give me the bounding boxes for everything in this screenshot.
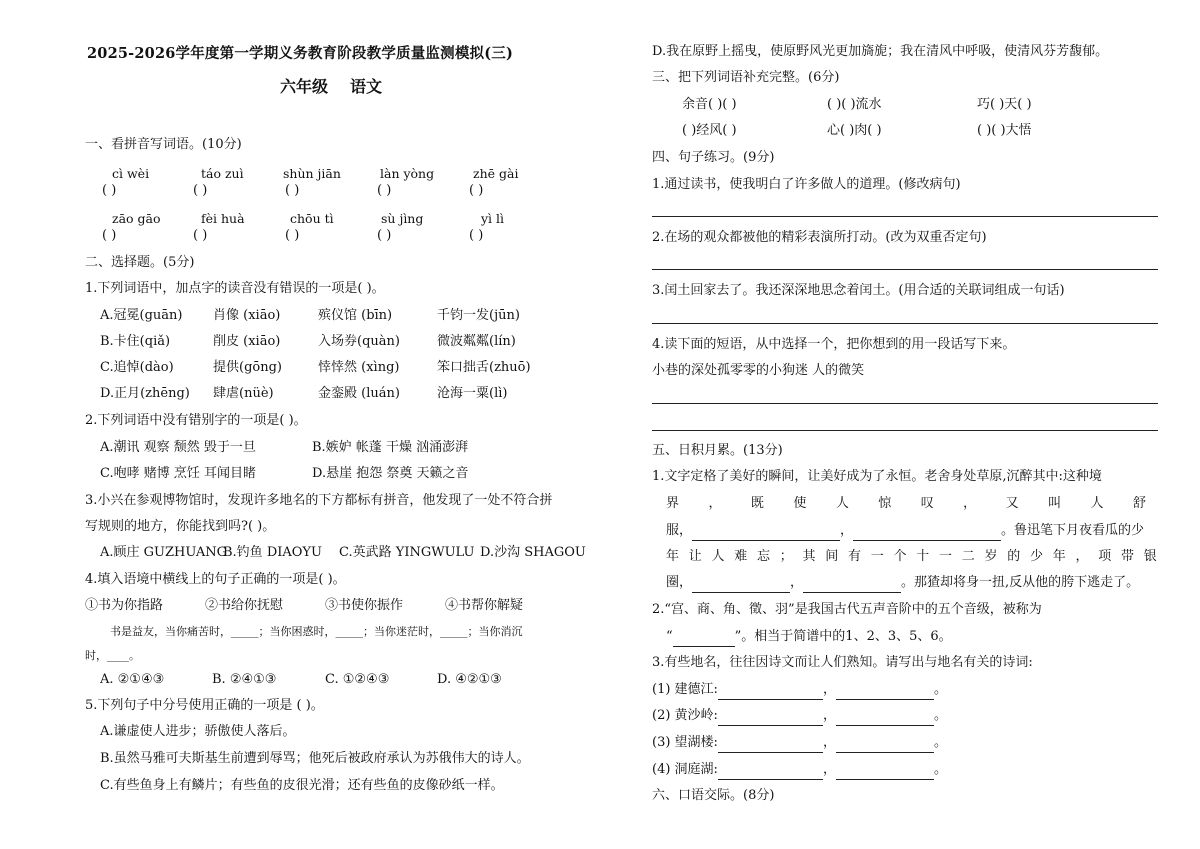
option-cell: 提供(gōng) <box>213 360 282 375</box>
poem-item: (4) 洞庭湖: ， 。 <box>652 760 947 780</box>
char: 银 <box>1143 549 1157 564</box>
question-2-3-cont: 写规则的地方，你能找到吗?( )。 <box>85 519 276 534</box>
char: 有 <box>848 549 862 564</box>
char: 间 <box>825 549 839 564</box>
question-2-5: 5.下列句子中分号使用正确的一项是 ( )。 <box>85 698 324 713</box>
option-cell: B. ②④①③ <box>212 672 277 687</box>
poem-item: (2) 黄沙岭: ， 。 <box>652 706 947 726</box>
pinyin: làn yòng <box>380 166 435 181</box>
question-2-4: 4.填入语境中横线上的句子正确的一项是( )。 <box>85 572 346 587</box>
option-cell: B.钓鱼 DIAOYU <box>223 545 322 560</box>
char: 的 <box>1007 549 1021 564</box>
pinyin: cì wèi <box>112 166 150 181</box>
option-cell: A.谦虚使人进步；骄傲使人落后。 <box>100 724 296 739</box>
context-passage-cont: 时，____。 <box>85 649 140 662</box>
option-cell: B.虽然马雅可夫斯基生前遭到辱骂；他死后被政府承认为苏俄伟大的诗人。 <box>100 751 530 766</box>
option-cell: 千钧一发(jūn) <box>437 308 520 323</box>
section-2-heading: 二、选择题。(5分) <box>85 255 195 270</box>
char: 人 <box>1090 496 1104 511</box>
option-cell: 肆虐(nüè) <box>213 386 274 401</box>
pinyin: chōu tì <box>290 211 334 226</box>
option-cell: 悻悻然 (xìng) <box>318 360 400 375</box>
option-cell: C.英武路 YINGWULU <box>339 545 475 560</box>
grade-label: 六年级 <box>280 77 329 96</box>
question-5-1-cont2 <box>666 547 1157 567</box>
question-4-3: 3.闰土回家去了。我还深深地思念着闰土。(用合适的关联词组成一句话) <box>652 283 1065 298</box>
fill-blank[interactable] <box>718 711 823 726</box>
idiom-fill[interactable]: ( )经风( ) <box>682 123 737 138</box>
answer-line[interactable] <box>652 403 1158 404</box>
poem-item: (1) 建德江: ， 。 <box>652 680 947 700</box>
pinyin: zāo gāo <box>112 211 161 226</box>
char: 舒 <box>1132 496 1146 511</box>
answer-bracket[interactable]: ( ) <box>102 183 117 198</box>
char: 又 <box>1005 496 1019 511</box>
option-cell: 殡仪馆 (bīn) <box>318 308 393 323</box>
option-cell: D. ④②①③ <box>437 672 502 687</box>
option-cell: ④书帮你解疑 <box>445 598 524 613</box>
idiom-fill[interactable]: ( )( )流水 <box>827 97 882 112</box>
answer-bracket[interactable]: ( ) <box>193 183 208 198</box>
fill-blank[interactable] <box>803 578 901 593</box>
option-cell: D.沙沟 SHAGOU <box>480 545 586 560</box>
fill-blank[interactable] <box>718 738 823 753</box>
section-3-heading: 三、把下列词语补充完整。(6分) <box>652 70 840 85</box>
option-cell: 入场券(quàn) <box>318 334 400 349</box>
char: 其 <box>802 549 816 564</box>
fill-blank[interactable] <box>836 711 934 726</box>
option-cell: A. ②①④③ <box>100 672 165 687</box>
question-5-1-blanks: 服， ， 。鲁迅笔下月夜看瓜的少 <box>666 521 1144 541</box>
option-cell: A.潮讯 观察 颓然 毁于一旦 <box>100 440 256 455</box>
fill-blank[interactable] <box>692 578 790 593</box>
option-cell: ③书使你振作 <box>325 598 404 613</box>
answer-bracket[interactable]: ( ) <box>285 228 300 243</box>
question-4-4: 4.读下面的短语，从中选择一个，把你想到的用一段话写下来。 <box>652 337 1016 352</box>
section-6-heading: 六、口语交际。(8分) <box>652 788 775 803</box>
char: ； <box>779 549 793 564</box>
char: 让 <box>688 549 702 564</box>
option-cell: B.卡住(qiǎ) <box>100 334 171 349</box>
pinyin: yì lì <box>481 211 505 226</box>
answer-line[interactable] <box>652 430 1158 431</box>
fill-blank[interactable] <box>853 526 1001 541</box>
idiom-fill[interactable]: 余音( )( ) <box>682 97 737 112</box>
question-5-2: 2.“宫、商、角、徵、羽”是我国古代五声音阶中的五个音级，被称为 <box>652 602 1042 617</box>
pinyin: sù jìng <box>381 211 424 226</box>
char: 界 <box>666 496 680 511</box>
char: 惊 <box>878 496 892 511</box>
idiom-fill[interactable]: ( )( )大悟 <box>977 123 1032 138</box>
pinyin: shùn jiān <box>283 166 341 181</box>
option-cell: 微波粼粼(lín) <box>437 334 516 349</box>
char: ， <box>963 496 977 511</box>
answer-bracket[interactable]: ( ) <box>193 228 208 243</box>
option-cell: 金銮殿 (luán) <box>318 386 400 401</box>
option-cell: 肖像 (xiāo) <box>213 308 281 323</box>
option-cell: ①书为你指路 <box>85 598 164 613</box>
option-cell: A.冠冕(guān) <box>100 308 183 323</box>
poem-item: (3) 望湖楼: ， 。 <box>652 733 947 753</box>
answer-bracket[interactable]: ( ) <box>469 228 484 243</box>
char: 少 <box>1030 549 1044 564</box>
idiom-fill[interactable]: 巧( )天( ) <box>977 97 1032 112</box>
answer-bracket[interactable]: ( ) <box>102 228 117 243</box>
char: 使 <box>793 496 807 511</box>
pinyin: táo zuì <box>201 166 244 181</box>
answer-bracket[interactable]: ( ) <box>377 228 392 243</box>
phrase-list: 小巷的深处孤零零的小狗迷 人的微笑 <box>652 363 865 378</box>
fill-blank[interactable] <box>673 632 735 647</box>
exam-title: 2025-2026学年度第一学期义务教育阶段教学质量监测模拟(三) <box>87 45 514 62</box>
fill-blank[interactable] <box>836 738 934 753</box>
section-4-heading: 四、句子练习。(9分) <box>652 150 775 165</box>
char: 项 <box>1098 549 1112 564</box>
option-cell: ②书给你抚慰 <box>205 598 284 613</box>
question-5-1-blanks2: 圈， ， 。那猹却将身一扭,反从他的胯下逃走了。 <box>666 573 1139 593</box>
question-5-1: 1.文字定格了美好的瞬间，让美好成为了永恒。老舍身处草原,沉醉其中:这种境 <box>652 469 1102 484</box>
char: 二 <box>961 549 975 564</box>
char: 一 <box>870 549 884 564</box>
answer-line[interactable] <box>652 216 1158 217</box>
option-cell: D.正月(zhēng) <box>100 386 190 401</box>
option-cell: D.我在原野上摇曳，使原野风光更加旖旎；我在清风中呼吸，使清风芬芳馥郁。 <box>652 44 1109 59</box>
idiom-fill[interactable]: 心( )肉( ) <box>827 123 882 138</box>
option-cell: A.顾庄 GUZHUANG <box>100 545 228 560</box>
char: 人 <box>835 496 849 511</box>
char: 岁 <box>984 549 998 564</box>
question-2-2: 2.下列词语中没有错别字的一项是( )。 <box>85 413 307 428</box>
char: 年 <box>1052 549 1066 564</box>
option-cell: D.悬崖 抱怨 祭奠 天籁之音 <box>312 466 469 481</box>
answer-bracket[interactable]: ( ) <box>377 183 392 198</box>
char: ， <box>708 496 722 511</box>
char: 十 <box>916 549 930 564</box>
char: 年 <box>666 549 680 564</box>
option-cell: 笨口拙舌(zhuō) <box>437 360 531 375</box>
question-2-3: 3.小兴在参观博物馆时，发现许多地名的下方都标有拼音，他发现了一处不符合拼 <box>85 493 553 508</box>
answer-line[interactable] <box>652 323 1158 324</box>
option-cell: 削皮 (xiāo) <box>213 334 281 349</box>
char: 一 <box>939 549 953 564</box>
section-1-heading: 一、看拼音写词语。(10分) <box>85 137 242 152</box>
question-4-1: 1.通过读书，使我明白了许多做人的道理。(修改病句) <box>652 177 961 192</box>
fill-blank[interactable] <box>718 765 823 780</box>
char: ， <box>1075 549 1089 564</box>
section-5-heading: 五、日积月累。(13分) <box>652 443 783 458</box>
question-5-3: 3.有些地名，往往因诗文而让人们熟知。请写出与地名有关的诗词: <box>652 655 1033 670</box>
answer-line[interactable] <box>652 269 1158 270</box>
pinyin: fèi huà <box>201 211 245 226</box>
char: 忘 <box>757 549 771 564</box>
fill-blank[interactable] <box>692 526 840 541</box>
option-cell: C.有些鱼身上有鳞片；有些鱼的皮很光滑；还有些鱼的皮像砂纸一样。 <box>100 778 504 793</box>
char: 个 <box>893 549 907 564</box>
option-cell: C.咆哮 赌博 烹饪 耳闻目睹 <box>100 466 257 481</box>
question-2-1: 1.下列词语中，加点字的读音没有错误的一项是( )。 <box>85 281 385 296</box>
fill-blank[interactable] <box>836 765 934 780</box>
fill-blank[interactable] <box>718 685 823 700</box>
answer-bracket[interactable]: ( ) <box>469 183 484 198</box>
char: 难 <box>734 549 748 564</box>
question-5-2-cont: “ ”。相当于简谱中的1、2、3、5、6。 <box>666 627 952 647</box>
option-cell: 沧海一粟(lì) <box>437 386 508 401</box>
answer-bracket[interactable]: ( ) <box>285 183 300 198</box>
fill-blank[interactable] <box>836 685 934 700</box>
char: 叫 <box>1048 496 1062 511</box>
char: 人 <box>711 549 725 564</box>
question-5-1-cont <box>666 494 1146 514</box>
char: 带 <box>1121 549 1135 564</box>
subject-label: 语文 <box>350 77 383 96</box>
option-cell: C. ①②④③ <box>325 672 390 687</box>
pinyin: zhē gài <box>473 166 519 181</box>
question-4-2: 2.在场的观众都被他的精彩表演所打动。(改为双重否定句) <box>652 230 987 245</box>
char: 叹 <box>920 496 934 511</box>
char: 既 <box>750 496 764 511</box>
option-cell: C.追悼(dào) <box>100 360 174 375</box>
context-passage: 书是益友，当你痛苦时，_____；当你困惑时，_____；当你迷茫时，_____；当你消沉 <box>110 625 523 638</box>
option-cell: B.嫉妒 帐蓬 干燥 汹涌澎湃 <box>312 440 469 455</box>
